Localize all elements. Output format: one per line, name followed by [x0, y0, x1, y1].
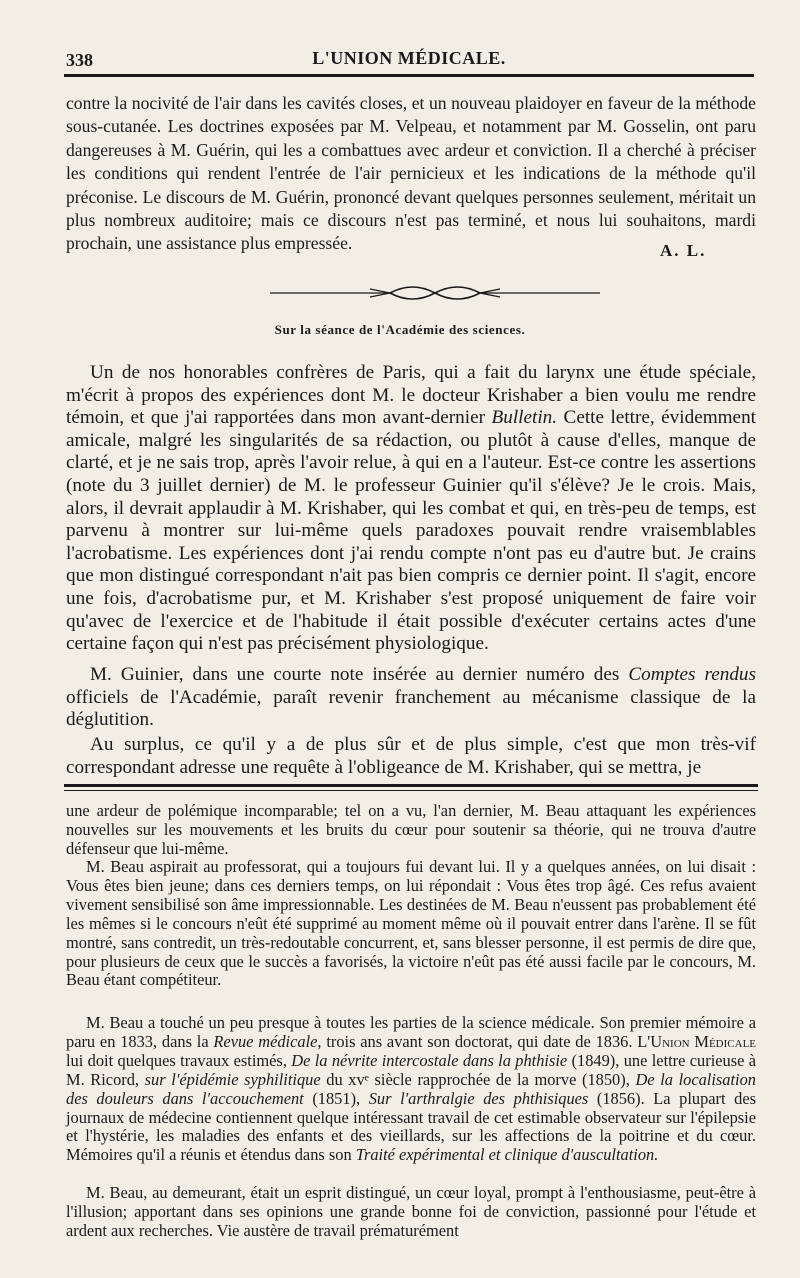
p3-italic-epidemie: sur l'épidémie syphilitique	[144, 1069, 321, 1089]
header-rule	[64, 74, 754, 77]
p3-italic-nevrite: De la névrite intercostale dans la phthisie	[291, 1050, 568, 1070]
p3-text-k: (1851),	[303, 1088, 369, 1108]
section-paragraph-2-start: M. Guinier, dans une courte note insérée au dernier numéro des	[90, 664, 629, 685]
running-head: L'UNION MÉDICALE.	[312, 48, 506, 68]
bulletin-italic: Bulletin.	[491, 407, 558, 429]
p3-text-e: lui doit quelques travaux estimés,	[66, 1050, 292, 1070]
signature: A. L.	[660, 241, 707, 260]
section-title: Sur la séance de l'Académie des sciences.	[274, 322, 526, 337]
feuilleton-rule-thin	[64, 790, 758, 791]
section-paragraph-2	[66, 664, 756, 732]
p3-union-medicale: L'Union Médicale	[637, 1031, 757, 1051]
section-paragraph-1	[66, 362, 756, 656]
p3-italic-localisation: De la localisation des douleurs dans l'accouchement	[66, 1069, 756, 1108]
p3-italic-arthralgie: Sur l'arthralgie des phthisiques	[368, 1088, 589, 1108]
section-paragraph-3: Au surplus, ce qu'il y a de plus sûr et de plus simple, c'est que mon très-vif correspondant adresse une requête à l'obligeance de M. Krishaber, qui se mettra, je	[66, 734, 756, 778]
p3-text-m: (1856). La plupart des journaux de médecine contiennent quelque intéressant travail de cet estimable observateur sur l'épilepsie et l'hystérie, les maladies des enfants et des vieillards, sur les affections de la poitrine et du cœur. Mémoires qu'il a réunis et étendus dans son	[66, 1088, 756, 1165]
page-header	[64, 44, 754, 74]
chronicle-paragraph: contre la nocivité de l'air dans les cavités closes, et un nouveau plaidoyer en faveur de la méthode sous-cutanée. Les doctrines exposées par M. Velpeau, et notamment par M. Gosselin, ont paru dangereuses à M. Guérin, qui les a combattues avec ardeur et conviction. Il a cherché à préciser les conditions qui rendent l'entrée de l'air pernicieux et les indications de la méthode qu'il préconise. Le discours de M. Guérin, prononcé devant quelques personnes seulement, méritait un plus nombreux auditoire; mais ce discours n'est pas terminé, et nous lui souhaitons, mardi prochain, une assistance plus empressée.	[66, 93, 756, 254]
p3-text-g: (1849), une lettre curieuse à M. Ricord,	[66, 1050, 757, 1089]
page-number: 338	[66, 50, 93, 70]
feuilleton-rule-thick	[64, 784, 758, 787]
section-paragraph-1-text: Un de nos honorables confrères de Paris, qui a fait du larynx une étude spéciale, m'écrit à propos des expériences dont M. le docteur Krishaber a bien voulu me rendre témoin, et que j'ai rapportées dans mon avant-dernier	[66, 362, 756, 429]
ornamental-rule	[270, 282, 600, 304]
section-paragraph-2-end: officiels de l'Académie, paraît revenir franchement au mécanisme classique de la déglutition.	[66, 686, 756, 731]
feuilleton-paragraph-3	[66, 1014, 756, 1165]
feuilleton-paragraph-4: M. Beau, au demeurant, était un esprit distingué, un cœur loyal, prompt à l'enthousiasme, peut-être à l'illusion; apportant dans ses opinions une grande bonne foi de conviction, passionné pour l'étude et ardent aux recherches. Vie austère de travail prématurément	[66, 1183, 756, 1240]
p3-text-c: trois ans avant son doctorat, qui date de 1836.	[321, 1031, 638, 1051]
p3-italic-revue: Revue médicale,	[213, 1031, 322, 1051]
section-paragraph-1-rest: Cette lettre, évidemment amicale, malgré les singularités de sa rédaction, ou plutôt à cause d'elles, manque de clarté, et je ne sais trop, après l'avoir relue, à qui en a l'auteur. Est-ce contre les assertions (note du 3 juillet dernier) de M. le professeur Guinier qu'il s'élève? Je le crois. Mais, alors, il devrait applaudir à M. Krishaber, qui les combat et qui, en très-peu de temps, est parvenu à montrer sur lui-même quels paradoxes pouvait rendre vraisemblables l'acrobatisme. Les expériences dont j'ai rendu compte n'ont pas eu d'autre but. Je crains que mon distingué correspondant n'ait pas bien compris ce dernier point. Il s'agit, encore une fois, d'acrobatisme pur, et M. Krishaber s'est proposé uniquement de faire voir qu'avec de l'exercice et de l'habitude il était possible d'exécuter certains actes d'une certaine façon qui n'est pas précisément physiologique.	[66, 407, 756, 655]
feuilleton-paragraph-1: une ardeur de polémique incomparable; tel on a vu, l'an dernier, M. Beau attaquant les expériences nouvelles sur les mouvements et les bruits du cœur pour soutenir sa théorie, qui ne trouva d'autre défenseur que lui-même.	[66, 801, 756, 858]
p3-text-a: M. Beau a touché un peu presque à toutes les parties de la science médicale. Son premier mémoire a paru en 1833, dans la	[66, 1013, 756, 1051]
p3-italic-traite: Traité expérimental et clinique d'auscultation.	[355, 1145, 659, 1165]
p3-text-i: du xvᵉ siècle rapprochée de la morve (1850),	[320, 1069, 636, 1089]
comptes-rendus-italic: Comptes rendus	[628, 664, 756, 685]
feuilleton-paragraph-2: M. Beau aspirait au professorat, qui a toujours fui devant lui. Il y a quelques années, on lui disait : Vous êtes bien jeune; dans ces derniers temps, on lui répondait : Vous êtes trop âgé. Ces refus avaient vivement sensibilisé son âme impressionnable. Les destinées de M. Beau n'eussent pas probablement été les mêmes si le concours n'eût été supprimé au moment même où il pouvait entrer dans l'arène. Il se fût montré, sans contredit, un très-redoutable concurrent, et, sans blesser personne, il est permis de dire que, pour plusieurs de ceux que le succès a favorisés, la victoire n'eût pas été aussi facile par le concours, M. Beau étant compétiteur.	[66, 857, 756, 990]
